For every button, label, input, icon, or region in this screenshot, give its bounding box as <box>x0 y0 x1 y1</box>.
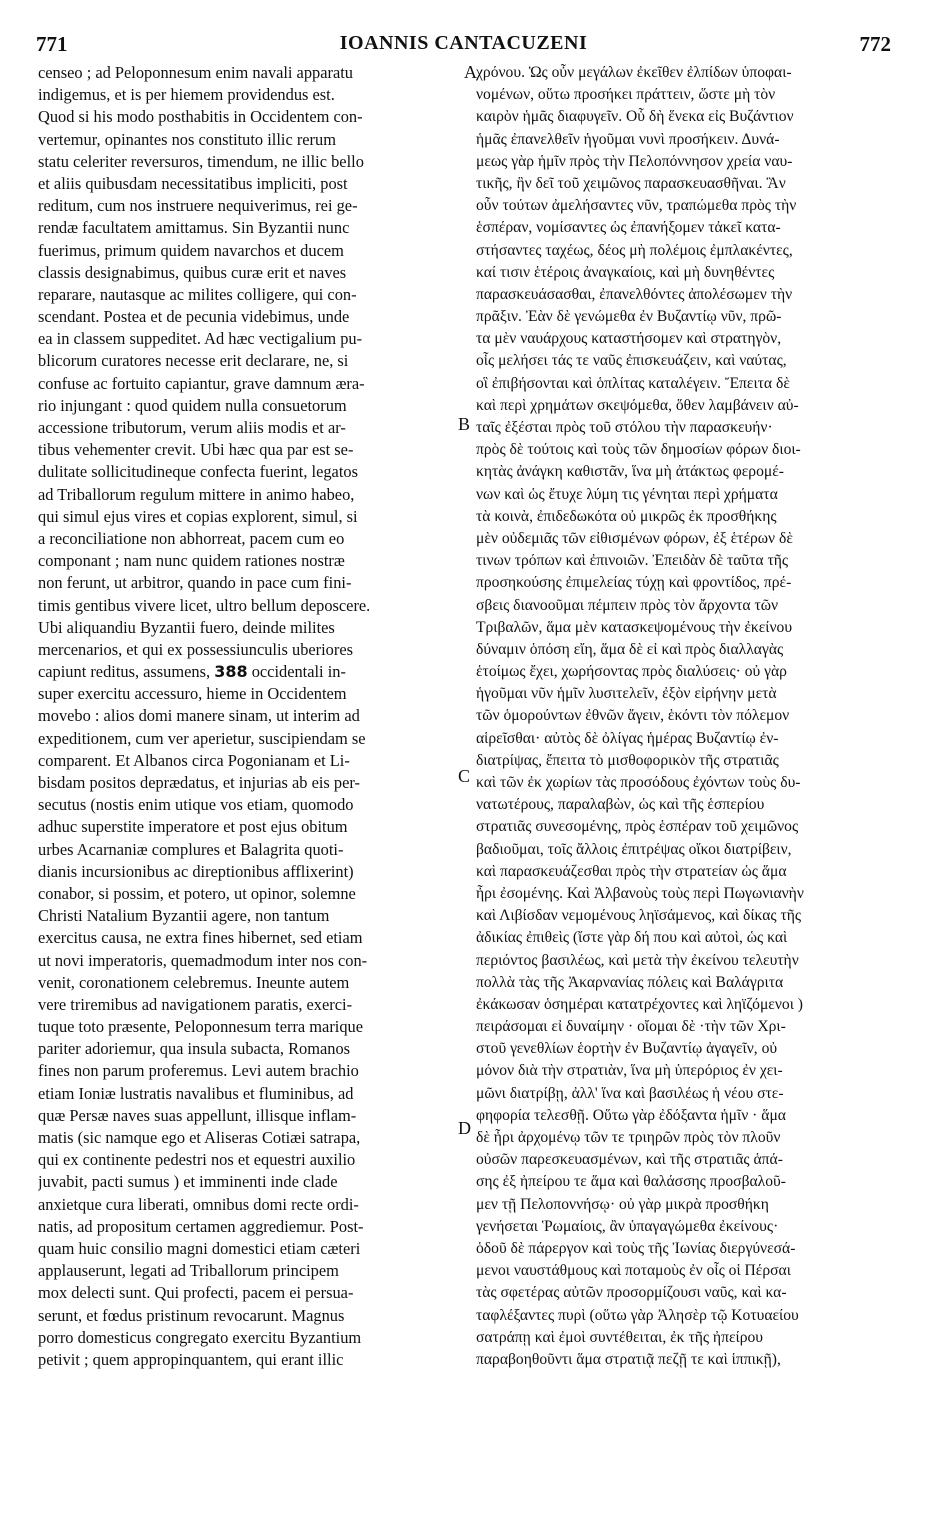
greek-text-line: χρόνου. Ὡς οὖν μεγάλων ἐκεῖθεν ἐλπίδων ὑποφαι- <box>476 64 792 81</box>
latin-text-line <box>38 661 463 683</box>
latin-text-line: reparare, nautasque ac milites colligere, qui con- <box>38 284 357 304</box>
latin-text-line: urbes Acarnaniæ complures et Balagrita quoti- <box>38 839 344 859</box>
margin-marker-d: D <box>458 1118 471 1138</box>
latin-text-line: fines non parum proferemus. Levi autem brachio <box>38 1061 359 1081</box>
latin-line-text: occidentali in- <box>251 662 346 682</box>
latin-column <box>38 62 463 1522</box>
latin-text-line: comparent. Et Albanos circa Pogonianam et Li- <box>38 750 350 770</box>
latin-text-line: accessione tributorum, verum aliis modis et ar- <box>38 418 346 437</box>
greek-text-line: νατωτέρους, παραλαβὼν, ὡς καὶ τῆς ἑσπερίου <box>476 796 765 814</box>
greek-text-line: οὐσῶν παρεσκευασμένων, καὶ τῆς στρατιᾶς ἁπά- <box>476 1151 783 1169</box>
latin-text-line: adhuc superstite imperatore et post ejus obitum <box>38 817 348 837</box>
latin-text-line: fuerimus, primum quidem navarchos et ducem <box>38 240 344 260</box>
latin-text-line: Ubi aliquandiu Byzantii fuero, deinde milites <box>38 617 335 637</box>
margin-marker-a: A <box>464 62 477 82</box>
latin-text-line: anxietque cura liberati, omnibus domi recte ordi- <box>38 1194 359 1214</box>
greek-text-line: αἱρεῖσθαι· αὐτὸς δὲ ὀλίγας ἡμέρας Βυζαντίῳ ἐν- <box>476 729 779 747</box>
greek-text-line: καὶ περὶ χρημάτων σκεψόμεθα, ὅθεν λαμβάνειν αὐ- <box>476 396 799 414</box>
greek-text-line: σβεις διανοοῦμαι πέμπειν πρὸς τὸν ἄρχοντα τῶν <box>476 596 779 614</box>
greek-text-line: μενοι ναυστάθμους καὶ ποταμοὺς ἐν οἷς οἱ Πέρσαι <box>476 1262 791 1280</box>
greek-text-line: ταῖς ἐξέσται πρὸς τοῦ στόλου τὴν παρασκευήν· <box>476 419 773 436</box>
latin-text-line: dianis incursionibus ac direptionibus afflixerint) <box>38 861 354 881</box>
greek-text-line: τικῆς, ἣν δεῖ τοῦ χειμῶνος παρασκευασθῆναι. Ἂν <box>476 174 786 192</box>
greek-text-line: ταφλέξαντες πυρὶ (οὕτω γὰρ Ἀλησὲρ τῷ Κοτυαείου <box>476 1306 799 1324</box>
greek-text-line: παρασκευάσασθαι, ἐπανελθόντες ἀπολέσωμεν τὴν <box>476 285 793 303</box>
latin-text-line: Quod si his modo posthabitis in Occidentem con- <box>38 107 363 127</box>
latin-text-line: indigemus, et is per hiemem providendus est. <box>38 85 335 105</box>
latin-text-line: qui simul ejus vires et copias explorent, simul, si <box>38 506 358 526</box>
greek-text-line: δύναμιν ὁπόση εἴη, ἅμα δὲ εἰ καὶ πρὸς διαλλαγὰς <box>476 640 784 658</box>
greek-text-line: ἀδικίας ἐπιθεὶς (ἴστε γὰρ δή που καὶ αὐτοὶ, ὡς καὶ <box>476 929 788 947</box>
latin-text-line: secutus (nostis enim utique vos etiam, quomodo <box>38 795 354 815</box>
greek-text-line: μῶνι διατρίβῃ, ἀλλ' ἵνα καὶ βασιλέως ἡ νέου στε- <box>476 1084 784 1102</box>
greek-text-line: οὖν τούτων ἀμελήσαντες νῦν, τραπώμεθα πρὸς τὴν <box>476 197 797 215</box>
latin-text-line: qui ex continente pedestri nos et equestri auxilio <box>38 1150 356 1170</box>
greek-text-line: ἑσπέραν, νομίσαντες ὡς ἐπανήξομεν τἀκεῖ κατα- <box>476 219 781 237</box>
latin-text-line: vertemur, opinantes nos constituto illic rerum <box>38 129 336 149</box>
latin-text-line: natis, ad propositum certamen aggrediemur. Post- <box>38 1216 364 1236</box>
greek-text-line: καὶ τῶν ἐκ χωρίων τὰς προσόδους ἐχόντων τοὺς δυ- <box>476 774 801 791</box>
page-number-right: 772 <box>859 32 891 56</box>
margin-marker-c: C <box>458 766 471 786</box>
greek-text-line: καὶ παρασκευάζεσθαι πρὸς τὴν στρατείαν ὡς ἅμα <box>476 862 787 880</box>
latin-text-line: scendant. Postea et de pecunia videbimus, unde <box>38 307 350 327</box>
latin-text-line: expeditionem, cum ver aperietur, suscipiendam se <box>38 728 366 748</box>
greek-text-line: οἳ ἐπιβήσονται καὶ ὁπλίτας καταλέγειν. Ἔπειτα δὲ <box>476 374 790 392</box>
latin-text-line: bisdam positos deprædatus, et injurias ab eis per- <box>38 773 360 792</box>
latin-text-line: statu celeriter reversuros, timendum, ne illic bello <box>38 151 364 171</box>
greek-text-line: στρατιᾶς συνεσομένης, πρὸς ἑσπέραν τοῦ χειμῶνος <box>476 818 799 836</box>
greek-text-line: περιόντος βασιλέως, καὶ μετὰ τὴν ἐκείνου τελευτὴν <box>476 951 799 969</box>
running-header <box>36 32 891 60</box>
greek-text-line: σατράπῃ καὶ ἐμοὶ συντέθειται, ἐκ τῆς ἠπείρου <box>476 1328 764 1346</box>
greek-text-line: ἐκάκωσαν ὁσημέραι κατατρέχοντες καὶ ληϊζόμενοι ) <box>476 995 803 1013</box>
latin-text-line: classis designabimus, quibus curæ erit et naves <box>38 262 347 282</box>
latin-text-line: movebo : alios domi manere sinam, ut interim ad <box>38 706 360 726</box>
greek-text-line: καί τισιν ἑτέροις ἀναγκαίοις, καὶ μὴ δυνηθέντες <box>476 263 775 281</box>
latin-text-line: dulitate sollicitudineque confecta fuerint, legatos <box>38 462 358 482</box>
greek-text-line: οἷς μελήσει τάς τε ναῦς ἐπισκευάζειν, καὶ ναύτας, <box>476 352 787 370</box>
greek-text-line: δὲ ἦρι ἀρχομένῳ τῶν τε τριηρῶν πρὸς τὸν πλοῦν <box>476 1129 781 1146</box>
latin-text-line: Christi Natalium Byzantii agere, non tantum <box>38 906 330 926</box>
greek-text-line: μὲν οὐδεμιᾶς τῶν εἰθισμένων φόρων, ἐξ ἑτέρων δὲ <box>476 529 793 547</box>
greek-text-line: πρὸς δὲ τούτοις καὶ τοὺς τῶν δημοσίων φόρων διοι- <box>476 441 801 459</box>
latin-text-line: serunt, et fœdus pristinum revocarunt. Magnus <box>38 1305 345 1325</box>
page-number-left: 771 <box>36 32 68 56</box>
latin-text-line: ea in classem suppeditet. Ad hæc vectigalium pu- <box>38 329 363 349</box>
latin-text-line: quæ Persæ naves suas appellunt, illisque inflam- <box>38 1105 357 1125</box>
latin-text-line: non ferunt, ut arbitror, quando in pace cum fini- <box>38 573 352 593</box>
greek-text-line: προσηκούσης ἐπιμελείας τύχῃ καὶ φροντίδος, πρέ- <box>476 574 792 592</box>
greek-text-line: τα μὲν ναυάρχους καταστήσομεν καὶ στρατηγὸν, <box>476 330 782 348</box>
latin-text-line: mercenarios, et qui ex possessiunculis uberiores <box>38 639 353 659</box>
latin-text-line: porro domesticus congregato exercitu Byzantium <box>38 1327 362 1347</box>
latin-text-line: blicorum curatores necesse erit declarare, ne, si <box>38 351 349 371</box>
latin-text-line: petivit ; quem appropinquantem, qui erant illic <box>38 1349 344 1369</box>
latin-text-line: exercitus causa, ne extra fines hibernet, sed etiam <box>38 928 363 948</box>
latin-text-line: ad Triballorum regulum mittere in animo habeo, <box>38 484 355 504</box>
greek-text-line: νων καὶ ὡς ἔτυχε λύμη τις γένηται περὶ χρήματα <box>476 485 778 503</box>
latin-text-line: vere triremibus ad navigationem paratis, exerci- <box>38 994 353 1014</box>
latin-text-line: tuque toto præsente, Peloponnesum terra marique <box>38 1017 364 1037</box>
greek-text-line: πειράσομαι εἰ δυναίμην · οἴομαι δὲ ·τὴν τῶν Χρι- <box>476 1018 786 1036</box>
greek-text-line: ἦρι ἐσομένης. Καὶ Ἀλβανοὺς τοὺς περὶ Πωγωνιανὴν <box>476 884 804 902</box>
latin-text-line: pariter adoriemur, qua insula subacta, Romanos <box>38 1039 351 1059</box>
latin-text-line: applauserunt, legati ad Triballorum principem <box>38 1261 339 1281</box>
greek-text-line: πρᾶξιν. Ἐὰν δὲ γενώμεθα ἐν Βυζαντίῳ νῦν, πρῶ- <box>476 308 782 326</box>
greek-text-line: κητὰς ἀνάγκη καθιστᾶν, ἵνα μὴ ἀτάκτως φερομέ- <box>476 463 784 481</box>
greek-column <box>476 62 890 1522</box>
greek-text-line: βαδιοῦμαι, τοῖς ἄλλοις ἐπιτρέψας οἴκοι διατρίβειν, <box>476 840 792 858</box>
latin-text-line: ut novi imperatoris, quemadmodum inter nos con- <box>38 950 368 970</box>
greek-text-line: ἡμᾶς ἐπανελθεῖν ἡγοῦμαι νυνὶ προσήκειν. Δυνά- <box>476 130 780 148</box>
inline-page-number: 388 <box>214 662 248 682</box>
margin-marker-b: B <box>458 414 471 434</box>
latin-text-line: confuse ac fortuito capiantur, grave damnum æra- <box>38 373 365 393</box>
latin-text-line: matis (sic namque ego et Aliseras Cotiæi satrapa, <box>38 1128 361 1147</box>
greek-text-line: τῶν ὁμορούντων ἐθνῶν ἄγειν, ἑκόντι τὸν πόλεμον <box>476 707 790 725</box>
running-title: IOANNIS CANTACUZENI <box>339 32 588 54</box>
latin-text-line: reditum, cum nos instruere nequiverimus, rei ge- <box>38 196 358 216</box>
greek-text-line: τὰ κοινὰ, ἐπιδεδωκότα οὐ μικρῶς ἐκ προσθήκης <box>476 507 777 525</box>
latin-text-line: rio injungant : quod quidem nulla consuetorum <box>38 395 347 415</box>
latin-line-text: capiunt reditus, assumens, <box>38 662 211 682</box>
greek-text-line: τινων τρόπων καὶ ἐπινοιῶν. Ἐπειδὰν δὲ ταῦτα τῆς <box>476 552 789 570</box>
greek-text-line: νομένων, οὕτω προσήκει πράττειν, ὥστε μὴ τὸν <box>476 86 776 104</box>
latin-text-line: rendæ facultatem amittamus. Sin Byzantii nunc <box>38 218 350 238</box>
greek-text-line: διατρίψας, ἔπειτα τὸ μισθοφορικὸν τῆς στρατιᾶς <box>476 751 779 769</box>
greek-text-line: μεως γὰρ ἡμῖν πρὸς τὴν Πελοπόννησον χρεία ναυ- <box>476 152 793 170</box>
latin-text-line: et aliis quibusdam necessitatibus impliciti, post <box>38 173 348 193</box>
greek-text-line: σης ἐξ ἠπείρου τε ἅμα καὶ θαλάσσης προσβαλοῦ- <box>476 1173 786 1191</box>
greek-text-line: μόνον διὰ τὴν στρατιὰν, ἵνα μὴ ὑπερόριος ἐν χει- <box>476 1062 783 1080</box>
greek-text-line: Τριβαλῶν, ἅμα μὲν κατασκεψομένους τὴν ἐκείνου <box>476 618 793 636</box>
greek-text-line: ὁδοῦ δὲ πάρεργον καὶ τοὺς τῆς Ἰωνίας διεργύνεσά- <box>476 1239 796 1257</box>
latin-text-line: conabor, si possim, et potero, ut opinor, solemne <box>38 883 356 903</box>
greek-text-line: ἡγοῦμαι νῦν ἡμῖν λυσιτελεῖν, ἐξὸν εἰρήνην μετὰ <box>476 685 777 703</box>
greek-text-line: πολλὰ τὰς τῆς Ἀκαρνανίας πόλεις καὶ Βαλάγριτα <box>476 973 784 991</box>
latin-text-line: componant ; nam nunc quidem rationes nostræ <box>38 551 345 571</box>
greek-text-line: καὶ Λιβίσδαν νεμομένους ληϊσάμενος, καὶ δίκας τῆς <box>476 907 802 925</box>
greek-text-line: στοῦ γενεθλίων ἑορτὴν ἐν Βυζαντίῳ ἀγαγεῖν, οὐ <box>476 1040 778 1058</box>
greek-text-line: φηφορία τελεσθῇ. Οὕτω γὰρ ἐδόξαντα ἡμῖν · ἅμα <box>476 1106 786 1124</box>
latin-text-line: juvabit, pacti sumus ) et imminenti inde clade <box>38 1172 338 1192</box>
latin-text-line: etiam Ioniæ lustratis navalibus et fluminibus, ad <box>38 1083 354 1103</box>
greek-text-line: γενήσεται Ῥωμαίοις, ἂν ὑπαγαγώμεθα ἐκείνους· <box>476 1217 779 1235</box>
latin-text-line: a reconciliatione non abhorreat, pacem cum eo <box>38 528 345 548</box>
latin-text-line: venit, coronationem celebremus. Ineunte autem <box>38 972 350 992</box>
latin-text-line: censeo ; ad Peloponnesum enim navali apparatu <box>38 63 353 82</box>
greek-text-line: ἑτοίμως ἔχει, χωρήσοντας πρὸς διαλύσεις· οὐ γὰρ <box>476 663 787 681</box>
latin-text-line: mox delecti sunt. Qui profecti, pacem ei persua- <box>38 1283 354 1303</box>
greek-text-line: τὰς σφετέρας αὐτῶν προσορμίζουσι ναῦς, καὶ κα- <box>476 1284 787 1302</box>
latin-text-line: tibus vehementer crevit. Ubi hæc qua par est se- <box>38 440 354 460</box>
greek-text-line: μεν τῇ Πελοποννήσῳ· οὐ γὰρ μικρὰ προσθήκη <box>476 1195 769 1213</box>
greek-text-line: παραβοηθοῦντι ἅμα στρατιᾷ πεζῇ τε καὶ ἱππικῇ), <box>476 1350 781 1368</box>
latin-text-line: super exercitu accessuro, hieme in Occidentem <box>38 684 347 704</box>
latin-text-line: quam huic consilio magni domestici etiam cæteri <box>38 1238 361 1258</box>
latin-text-line: timis gentibus vivere licet, ultro bellum deposcere. <box>38 595 371 615</box>
greek-text-line: στήσαντες ταχέως, δέος μὴ πολέμοις ἐμπλακέντες, <box>476 241 793 259</box>
greek-text-line: καιρὸν ἡμᾶς διαφυγεῖν. Οὗ δὴ ἕνεκα εἰς Βυζάντιον <box>476 108 794 126</box>
